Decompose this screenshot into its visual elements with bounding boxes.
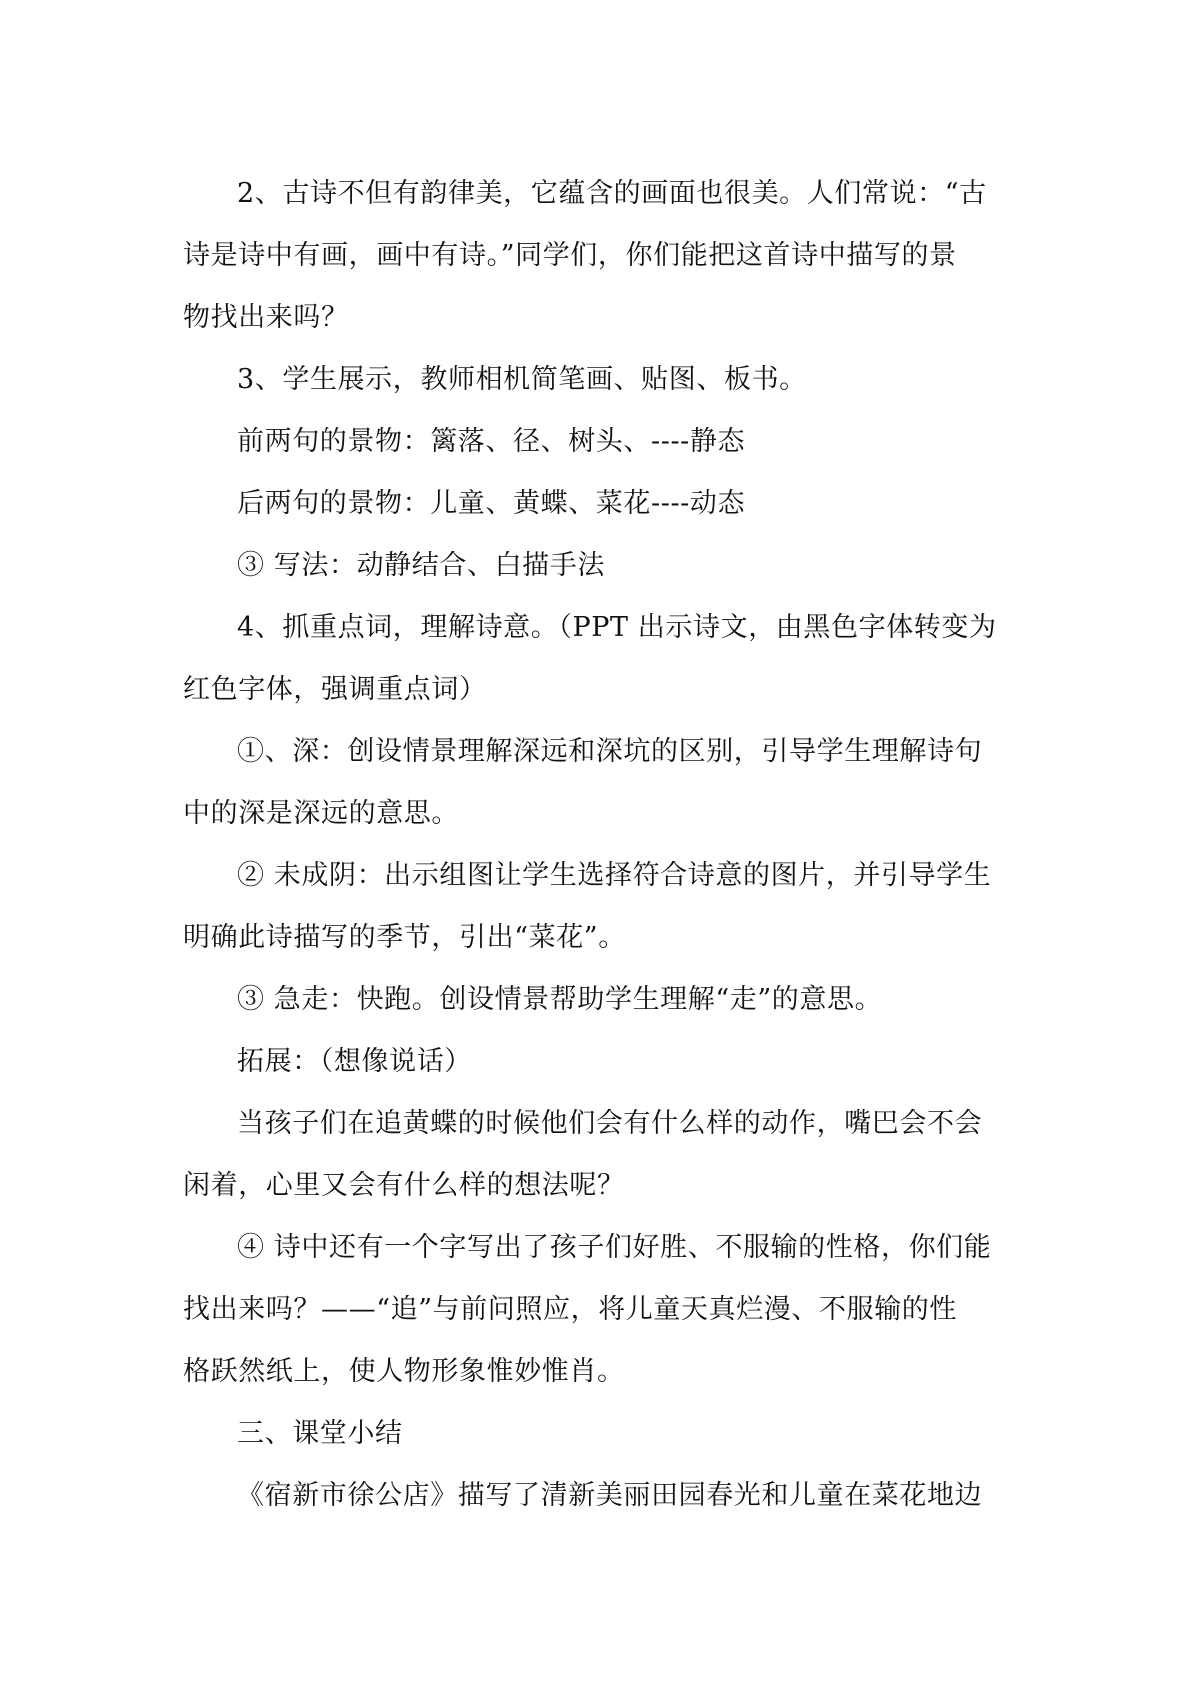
text-line: 格跃然纸上，使人物形象惟妙惟肖。 [183,1356,625,1387]
text-line: 2、古诗不但有韵律美，它蕴含的画面也很美。人们常说：“古 [237,178,987,209]
text-line: 拓展：（想像说话） [237,1046,472,1077]
text-line: 前两句的景物：篱落、径、树头、----静态 [237,426,746,457]
text-line: 中的深是深远的意思。 [183,798,459,829]
text-line: ①、深：创设情景理解深远和深坑的区别，引导学生理解诗句 [237,736,983,767]
text-line: 诗是诗中有画，画中有诗。”同学们，你们能把这首诗中描写的景 [183,240,957,271]
text-line: ③ 写法：动静结合、白描手法 [237,550,605,581]
text-line: 当孩子们在追黄蝶的时候他们会有什么样的动作，嘴巴会不会 [237,1108,983,1139]
document-body [183,163,1018,1527]
section-heading: 三、课堂小结 [237,1418,403,1449]
text-line: 明确此诗描写的季节，引出“菜花”。 [183,922,626,953]
text-line: 找出来吗？——“追”与前问照应，将儿童天真烂漫、不服输的性 [183,1294,958,1325]
text-line: ③ 急走：快跑。创设情景帮助学生理解“走”的意思。 [237,984,883,1015]
text-line: 《宿新市徐公店》描写了清新美丽田园春光和儿童在菜花地边 [237,1480,983,1511]
text-line: 物找出来吗？ [183,302,349,333]
text-line: 闲着，心里又会有什么样的想法呢？ [183,1170,625,1201]
text-line: ④ 诗中还有一个字写出了孩子们好胜、不服输的性格，你们能 [237,1232,992,1263]
text-line: 3、学生展示，教师相机简笔画、贴图、板书。 [237,364,807,395]
text-line: ② 未成阴：出示组图让学生选择符合诗意的图片，并引导学生 [237,860,992,891]
text-line: 4、抓重点词，理解诗意。（PPT 出示诗文，由黑色字体转变为 [237,612,997,643]
text-line: 红色字体，强调重点词） [183,674,487,705]
text-line: 后两句的景物：儿童、黄蝶、菜花----动态 [237,488,746,519]
